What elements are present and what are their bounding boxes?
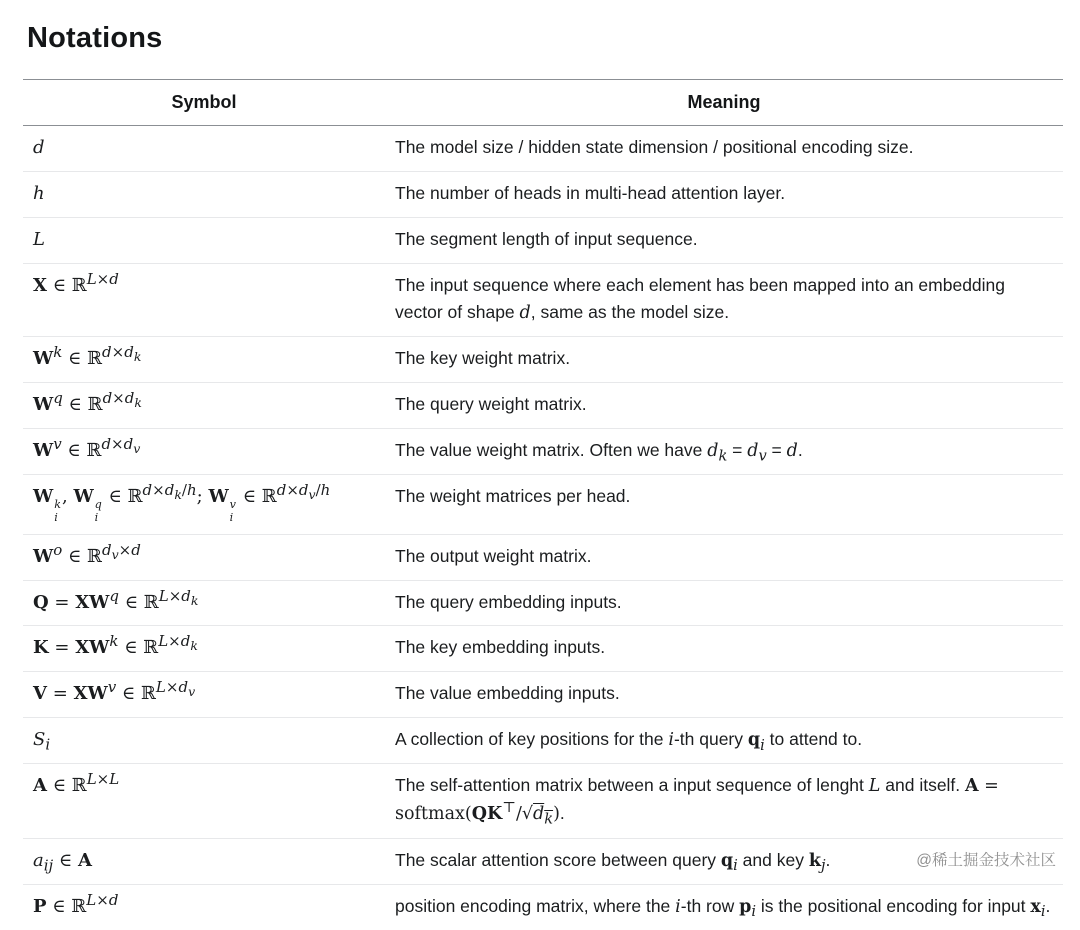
meaning-cell: The segment length of input sequence. (385, 217, 1063, 263)
table-row (23, 838, 1063, 884)
symbol-cell: $K = XW^k$ ∈ ℝ$^{L\times d_k}$ (23, 626, 385, 672)
symbol-cell: $W^q$ ∈ ℝ$^{d\times d_k}$ (23, 382, 385, 428)
symbol-cell: $W^o$ ∈ ℝ$^{d_v\times d}$ (23, 534, 385, 580)
column-header-symbol: Symbol (23, 80, 385, 126)
symbol-cell: d (33, 137, 45, 158)
table-row (23, 382, 1063, 428)
symbol-cell: $S_i$ (23, 718, 385, 764)
meaning-cell: The query embedding inputs. (385, 580, 1063, 626)
meaning-cell: The scalar attention score between query $q_i$ and key $k_j$. (385, 838, 1063, 884)
table-row (23, 474, 1063, 534)
symbol-cell: $W^v$ ∈ ℝ$^{d\times d_v}$ (23, 428, 385, 474)
column-header-meaning: Meaning (385, 80, 1063, 126)
table-row (23, 764, 1063, 838)
symbol-cell: $a_{ij}$ ∈ A (23, 838, 385, 884)
notation-table (23, 79, 1063, 930)
symbol-cell: $W^k$ ∈ ℝ$^{d\times d_k}$ (23, 336, 385, 382)
table-row (23, 534, 1063, 580)
symbol-cell: $V = XW^v$ ∈ ℝ$^{L\times d_v}$ (23, 672, 385, 718)
symbol-cell: h (23, 171, 385, 217)
meaning-cell: The value weight matrix. Often we have $d_k = d_v = d$. (385, 428, 1063, 474)
symbol-cell: W k i , W q i ∈ ℝ$^{d\times d_k/h}$; W v i ∈ ℝ$^{d\times d_v/h}$ (23, 474, 385, 534)
meaning-cell: The weight matrices per head. (385, 474, 1063, 534)
header-row (23, 80, 1063, 126)
table-row (23, 428, 1063, 474)
table-row (23, 336, 1063, 382)
meaning-cell: The number of heads in multi-head attention layer. (385, 171, 1063, 217)
meaning-cell: The output weight matrix. (385, 534, 1063, 580)
meaning-cell: The model size / hidden state dimension / positional encoding size. (395, 137, 914, 157)
meaning-cell: The key embedding inputs. (385, 626, 1063, 672)
table-row (23, 718, 1063, 764)
meaning-cell: The input sequence where each element has been mapped into an embedding vector of shape d, same as the model size. (385, 263, 1063, 336)
meaning-cell: The self-attention matrix between a input sequence of lenght L and itself. $A = softmax(QK^⊤/√d_k)$. (385, 764, 1063, 838)
symbol-cell: $Q = XW^q$ ∈ ℝ$^{L\times d_k}$ (23, 580, 385, 626)
watermark: @稀土掘金技术社区 (916, 852, 1056, 869)
symbol-cell: L (23, 217, 385, 263)
table-row (23, 126, 1063, 172)
meaning-cell: The value embedding inputs. (385, 672, 1063, 718)
table-row (23, 171, 1063, 217)
meaning-cell: A collection of key positions for the i-th query $q_i$ to attend to. (385, 718, 1063, 764)
table-row (23, 672, 1063, 718)
symbol-cell: X ∈ ℝ$^{L\times d}$ (23, 263, 385, 336)
symbol-cell: P ∈ ℝ$^{L\times d}$ (23, 884, 385, 930)
table-row (23, 580, 1063, 626)
table-row (23, 884, 1063, 930)
table-row (23, 263, 1063, 336)
notation-rows (23, 126, 1063, 930)
meaning-cell: The query weight matrix. (385, 382, 1063, 428)
meaning-cell: The key weight matrix. (385, 336, 1063, 382)
table-row (23, 217, 1063, 263)
page-title: Notations (27, 22, 163, 54)
symbol-cell: A ∈ ℝ$^{L\times L}$ (23, 764, 385, 838)
table-row (23, 626, 1063, 672)
meaning-cell: position encoding matrix, where the i-th row $p_i$ is the positional encoding for input $x_i$. (385, 884, 1063, 930)
